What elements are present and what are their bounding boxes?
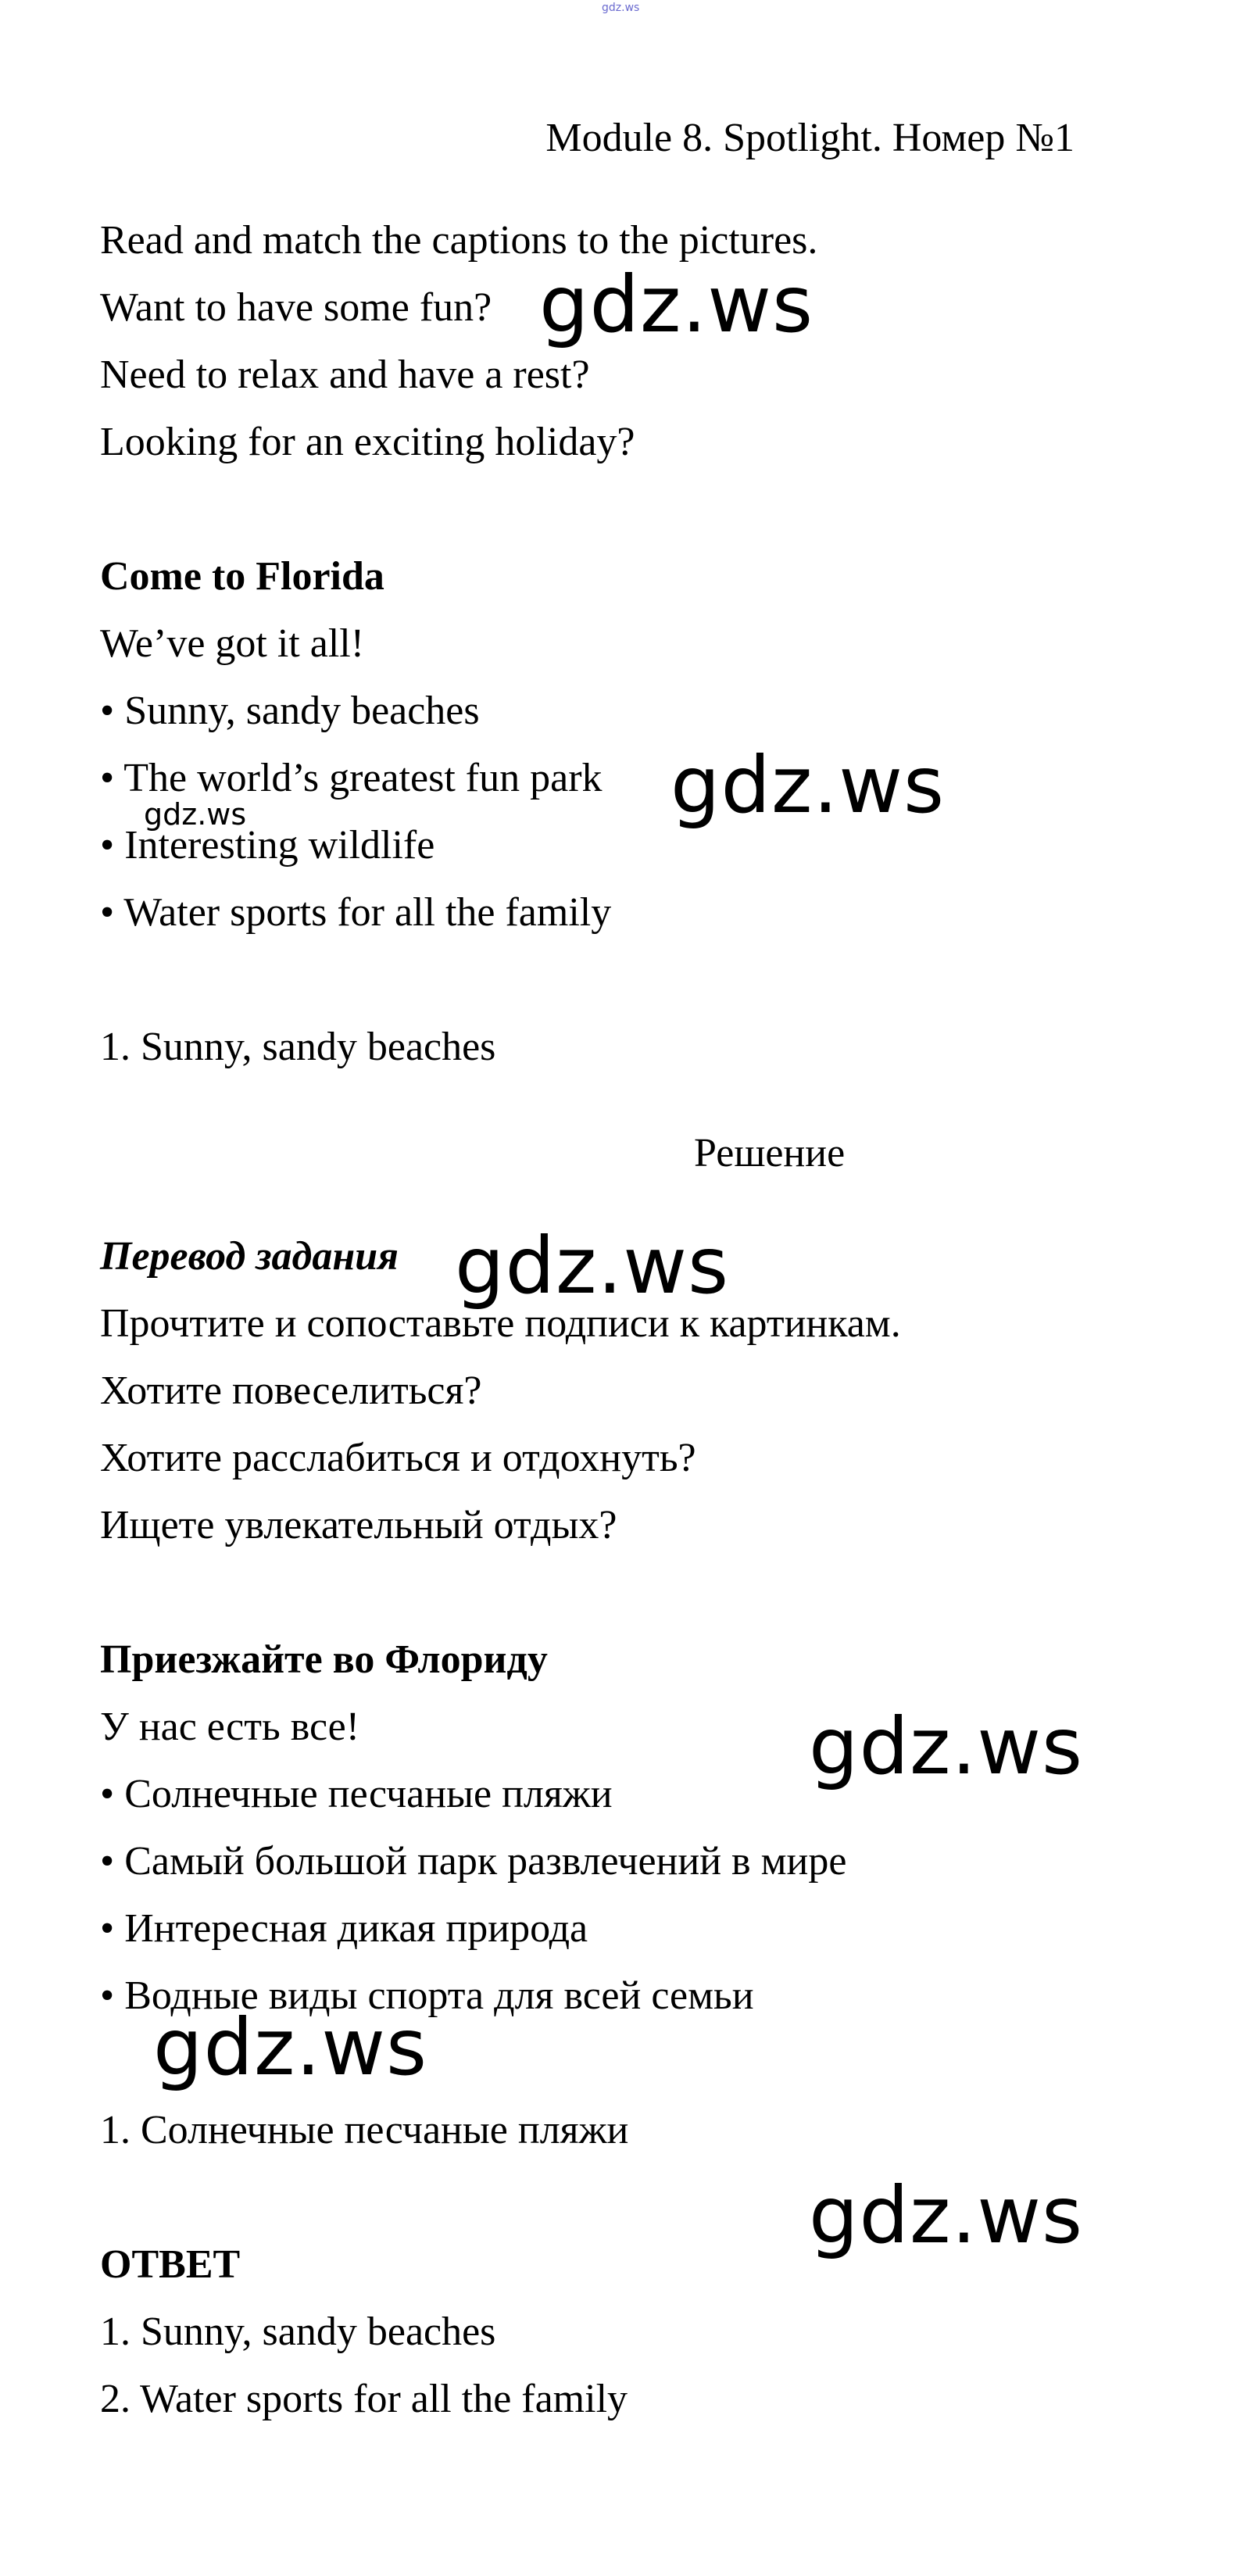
translation-example: 1. Солнечные песчаные пляжи bbox=[100, 2108, 629, 2152]
translation-caption-1: Хотите повеселиться? bbox=[100, 1368, 482, 1413]
bullet-4: • Water sports for all the family bbox=[100, 890, 612, 935]
watermark: gdz.ws bbox=[455, 1220, 730, 1311]
watermark-small: gdz.ws bbox=[144, 797, 247, 832]
caption-3: Looking for an exciting holiday? bbox=[100, 420, 635, 464]
translation-bullet-4: • Водные виды спорта для всей семьи bbox=[100, 1973, 754, 2018]
caption-1: Want to have some fun? bbox=[100, 285, 492, 330]
translation-bullet-1: • Солнечные песчаные пляжи bbox=[100, 1772, 613, 1816]
caption-2: Need to relax and have a rest? bbox=[100, 352, 590, 397]
watermark: gdz.ws bbox=[809, 2170, 1084, 2261]
translation-subheading: Приезжайте во Флориду bbox=[100, 1637, 548, 1682]
watermark: gdz.ws bbox=[153, 2002, 428, 2093]
watermark: gdz.ws bbox=[539, 259, 814, 350]
bullet-3: • Interesting wildlife bbox=[100, 823, 435, 868]
watermark: gdz.ws bbox=[670, 739, 946, 831]
bullet-2: • The world’s greatest fun park bbox=[100, 756, 603, 800]
answer-item-1: 1. Sunny, sandy beaches bbox=[100, 2309, 496, 2354]
task-instruction: Read and match the captions to the pictures. bbox=[100, 218, 818, 263]
translation-bullet-3: • Интересная дикая природа bbox=[100, 1906, 588, 1951]
florida-heading: Come to Florida bbox=[100, 554, 384, 599]
task-example: 1. Sunny, sandy beaches bbox=[100, 1025, 496, 1069]
translation-bullet-2: • Самый большой парк развлечений в мире bbox=[100, 1839, 847, 1884]
answer-item-2: 2. Water sports for all the family bbox=[100, 2377, 628, 2421]
watermark-top: gdz.ws bbox=[602, 2, 640, 14]
translation-heading: Перевод задания bbox=[100, 1234, 399, 1279]
translation-caption-2: Хотите расслабиться и отдохнуть? bbox=[100, 1436, 696, 1480]
florida-intro: We’ve got it all! bbox=[100, 621, 365, 666]
bullet-1: • Sunny, sandy beaches bbox=[100, 689, 480, 733]
translation-instruction: Прочтите и сопоставьте подписи к картинкам. bbox=[100, 1301, 901, 1346]
answer-heading: ОТВЕТ bbox=[100, 2242, 241, 2287]
translation-caption-3: Ищете увлекательный отдых? bbox=[100, 1503, 617, 1547]
page-title: Module 8. Spotlight. Номер №1 bbox=[545, 116, 1075, 160]
watermark: gdz.ws bbox=[809, 1701, 1084, 1792]
solution-label: Решение bbox=[694, 1131, 846, 1175]
translation-intro: У нас есть все! bbox=[100, 1705, 360, 1749]
